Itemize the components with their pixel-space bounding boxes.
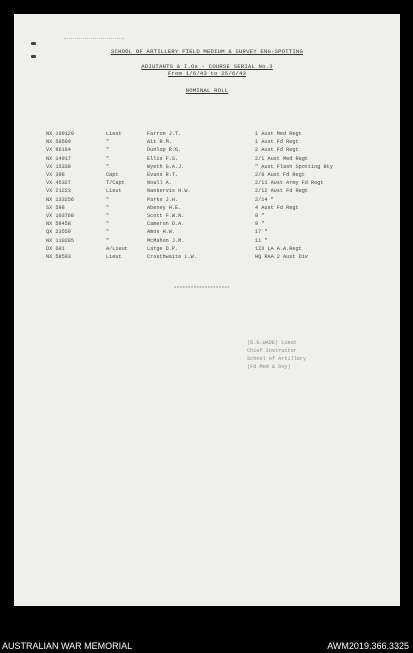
table-row — [14, 254, 400, 262]
unit: 1 Aust Med Regt — [255, 131, 302, 137]
service-number: NX 133256 — [46, 196, 75, 203]
table-row — [14, 131, 400, 139]
name: McMahon J.M. — [147, 237, 185, 244]
table-row — [14, 156, 400, 164]
service-number: NX 58593 — [46, 254, 71, 260]
unit: 2/8 Aust Fd Regt — [255, 172, 305, 178]
heading-course: ADJUTANTS & I.Os - COURSE SERIAL No.3 — [141, 63, 273, 70]
rank: " — [106, 147, 110, 154]
table-row — [14, 172, 400, 180]
punch-hole — [31, 42, 36, 45]
service-number: VX 86164 — [46, 147, 71, 154]
table-row — [14, 246, 400, 254]
table-row — [14, 197, 400, 205]
rank: Capt — [106, 172, 119, 178]
unit: 9 " — [255, 221, 265, 228]
table-row — [14, 180, 400, 188]
service-number: NX 50509 — [46, 139, 71, 146]
unit: HQ RAA 2 Aust Div — [255, 254, 308, 260]
unit: 2/12 Aust Fd Regt — [255, 188, 308, 195]
name: Amos H.W. — [147, 229, 176, 236]
name: Evans R.T. — [147, 172, 179, 178]
rank: " — [106, 237, 110, 244]
unit: 2/1 Aust Med Regt — [255, 155, 308, 162]
table-row — [14, 139, 400, 147]
rank: Lieut — [106, 188, 122, 195]
signature-line: School of Artillery — [247, 356, 307, 362]
unit: 17 " — [255, 229, 268, 236]
service-number: VX 103768 — [46, 213, 75, 219]
rank: " — [106, 229, 110, 236]
rank: " — [106, 163, 110, 170]
service-number: NX 100129 — [46, 131, 75, 137]
name: Crosthwaite L.W. — [147, 254, 197, 260]
name: Nankervis H.W. — [147, 188, 191, 195]
service-number: VX 21223 — [46, 188, 71, 195]
top-mark — [64, 38, 124, 42]
name: Noall A. — [147, 180, 172, 187]
rank: " — [106, 221, 110, 228]
name: Wyeth G.A.J. — [147, 163, 185, 170]
rank: " — [106, 196, 110, 203]
name: Ellis F.S. — [147, 155, 179, 162]
table-row — [14, 205, 400, 213]
unit: 2/14 " — [255, 196, 274, 203]
footer-institution: AUSTRALIAN WAR MEMORIAL — [2, 641, 133, 651]
service-number: VX 398 — [46, 172, 65, 178]
name: Cameron D.A. — [147, 221, 185, 228]
name: Abeney H.E. — [147, 204, 182, 211]
unit: 123 LA A.A.Regt — [255, 245, 302, 252]
unit: 8 " — [255, 213, 265, 219]
rank: " — [106, 213, 110, 219]
name: Farron J.T. — [147, 131, 182, 137]
rank: A/Lieut — [106, 245, 128, 252]
service-number: DX 601 — [46, 245, 65, 252]
rank: Lieut — [106, 131, 122, 137]
unit: 11 " — [255, 237, 268, 244]
rank: T/Capt — [106, 180, 125, 187]
heading-school: SCHOOL OF ARTILLERY FIELD MEDIUM & SURVEY ENG-SPOTTING — [110, 48, 304, 55]
divider-line: xxxxxxxxxxxxxxxxxxxx — [174, 286, 231, 290]
rank: " — [106, 204, 110, 211]
unit: 1 Aust Fd Regt — [255, 139, 299, 146]
service-number: QX 23559 — [46, 229, 71, 236]
rank: " — [106, 155, 110, 162]
unit: 2/11 Aust Army Fd Regt — [255, 180, 324, 187]
name: Large D.P. — [147, 245, 179, 252]
service-number: VX 15338 — [46, 163, 71, 170]
name: Ait R.M. — [147, 139, 172, 146]
punch-hole — [31, 55, 36, 58]
document-page — [14, 14, 400, 606]
signature-line: (Fd Med & Svy) — [247, 364, 291, 370]
service-number: VX 45327 — [46, 180, 71, 187]
name: Dunlop R.G. — [147, 147, 182, 154]
table-row — [14, 164, 400, 172]
service-number: NX 110285 — [46, 237, 75, 244]
name: Parks J.H. — [147, 196, 179, 203]
table-row — [14, 188, 400, 196]
heading-dates: From 1/6/43 to 25/6/43 — [167, 70, 247, 77]
unit: 4 Aust Fd Regt — [255, 204, 299, 211]
footer-accession-number: AWM2019.366.3325 — [327, 641, 409, 651]
table-row — [14, 229, 400, 237]
rank: " — [106, 139, 110, 146]
service-number: NX 14917 — [46, 155, 71, 162]
footer-bar — [0, 612, 413, 653]
heading-nominal-roll: NOMINAL ROLL — [185, 87, 229, 94]
table-row — [14, 147, 400, 155]
unit: " Aust Flash Spotting Bty — [255, 163, 333, 170]
table-row — [14, 238, 400, 246]
table-row — [14, 221, 400, 229]
table-row — [14, 213, 400, 221]
service-number: SX 598 — [46, 204, 65, 211]
signature-line: Chief Instructor — [247, 348, 297, 354]
rank: Lieut — [106, 254, 122, 260]
service-number: NX 58458 — [46, 221, 71, 228]
name: Scott F.W.N. — [147, 213, 185, 219]
unit: 2 Aust Fd Regt — [255, 147, 299, 154]
signature-line: (D.G.WADE) Lieut — [247, 340, 297, 346]
